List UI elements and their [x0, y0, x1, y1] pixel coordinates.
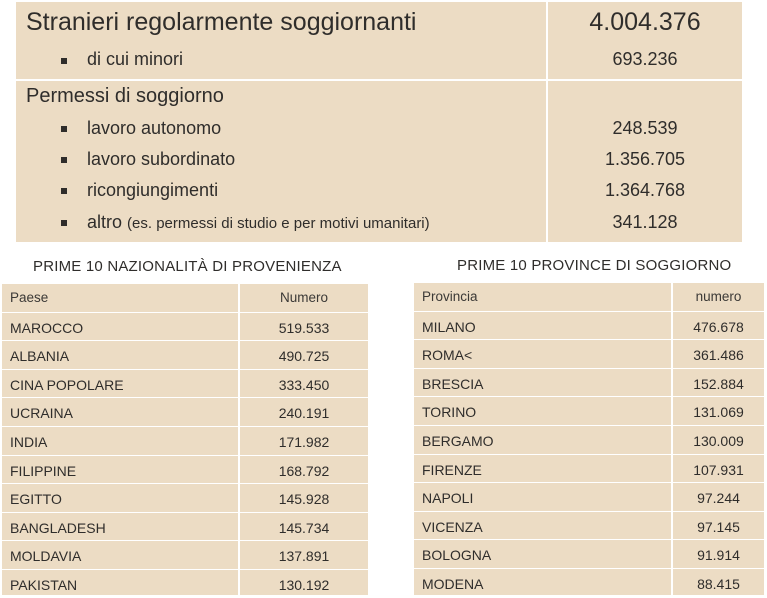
row-value: 145.734 [278, 519, 330, 536]
bullet-icon [61, 126, 67, 132]
row-value: 519.533 [278, 319, 330, 336]
nationalities-heading: PRIME 10 NAZIONALITÀ DI PROVENIENZA [33, 258, 342, 275]
permit-value: 1.356.705 [604, 149, 686, 169]
bullet-icon [61, 58, 67, 64]
row-value: 137.891 [278, 548, 330, 565]
table-row [2, 341, 368, 369]
table-row [414, 312, 764, 340]
table-row [414, 540, 764, 568]
row-name: PAKISTAN [10, 577, 78, 593]
permit-note: (es. permessi di studio e per motivi umanitari) [127, 215, 430, 232]
row-name: MAROCCO [10, 319, 84, 336]
permit-value: 1.364.768 [604, 180, 686, 200]
table-row [414, 483, 764, 511]
summary-table [16, 2, 742, 242]
permit-row [16, 147, 742, 175]
table-row [2, 513, 368, 541]
row-name: ROMA< [422, 347, 473, 364]
column-header: Paese [10, 290, 49, 305]
row-value: 490.725 [278, 348, 330, 365]
row-value: 130.192 [278, 577, 330, 593]
permit-value: 248.539 [612, 118, 678, 138]
table-header-row [414, 283, 764, 311]
row-value: 131.069 [693, 404, 744, 421]
row-name: FIRENZE [422, 461, 482, 478]
table-row [2, 570, 368, 598]
row-value: 361.486 [693, 347, 744, 364]
row-name: FILIPPINE [10, 462, 77, 479]
table-row [2, 313, 368, 341]
permit-row [16, 210, 742, 238]
table-row [2, 484, 368, 512]
row-name: EGITTO [10, 491, 62, 508]
table-row [2, 370, 368, 398]
permit-label: lavoro subordinato [87, 149, 236, 169]
minors-label: di cui minori [87, 49, 184, 69]
bullet-icon [61, 220, 67, 226]
table-row [2, 541, 368, 569]
row-value: 97.244 [697, 490, 740, 507]
table-header-row [2, 284, 368, 312]
table-row [414, 426, 764, 454]
row-name: BRESCIA [422, 375, 484, 392]
table-row [414, 569, 764, 597]
row-name: MOLDAVIA [10, 548, 82, 565]
row-name: UCRAINA [10, 405, 74, 422]
permits-title: Permessi di soggiorno [26, 85, 224, 107]
row-name: TORINO [422, 404, 477, 421]
row-name: MODENA [422, 576, 484, 592]
bullet-icon [61, 157, 67, 163]
provinces-table [414, 283, 764, 595]
row-name: BERGAMO [422, 433, 494, 449]
minors-value: 693.236 [612, 49, 678, 69]
row-value: 333.450 [278, 376, 330, 393]
row-value: 97.145 [697, 518, 740, 535]
permit-row [16, 178, 742, 206]
row-name: ALBANIA [10, 348, 70, 365]
table-row [2, 398, 368, 426]
nationalities-table [2, 284, 368, 595]
permit-label-text: altro [87, 212, 123, 232]
permits-title-row [16, 84, 742, 114]
row-value: 476.678 [693, 318, 744, 335]
minors-row [16, 48, 742, 74]
table-row [2, 456, 368, 484]
row-name: INDIA [10, 434, 48, 450]
row-value: 107.931 [693, 461, 744, 478]
row-value: 130.009 [693, 433, 744, 449]
row-value: 91.914 [697, 547, 740, 564]
table-row [414, 369, 764, 397]
table-row [2, 427, 368, 455]
permit-label: lavoro autonomo [87, 118, 222, 138]
row-value: 88.415 [697, 576, 740, 592]
column-header: Numero [279, 290, 328, 305]
table-row [414, 512, 764, 540]
provinces-heading: PRIME 10 PROVINCE DI SOGGIORNO [457, 257, 732, 274]
summary-title: Stranieri regolarmente soggiornanti [26, 8, 417, 36]
table-row [414, 340, 764, 368]
permit-label: ricongiungimenti [87, 180, 219, 200]
row-name: CINA POPOLARE [10, 376, 124, 393]
summary-title-row [16, 8, 742, 44]
row-name: BANGLADESH [10, 519, 106, 536]
permit-row [16, 116, 742, 144]
row-value: 152.884 [693, 375, 744, 392]
row-value: 168.792 [278, 462, 330, 479]
permit-label [87, 212, 430, 233]
table-row [414, 397, 764, 425]
row-value: 171.982 [278, 434, 330, 450]
row-name: NAPOLI [422, 490, 474, 507]
row-name: BOLOGNA [422, 547, 492, 564]
permit-value: 341.128 [612, 212, 678, 232]
row-value: 240.191 [278, 405, 330, 422]
row-name: MILANO [422, 318, 476, 335]
bullet-icon [61, 188, 67, 194]
column-header: Provincia [422, 289, 478, 304]
summary-title-value: 4.004.376 [589, 8, 701, 36]
column-header: numero [695, 289, 742, 304]
row-name: VICENZA [422, 518, 483, 535]
section-divider [16, 79, 742, 81]
row-value: 145.928 [278, 491, 330, 508]
table-row [414, 455, 764, 483]
